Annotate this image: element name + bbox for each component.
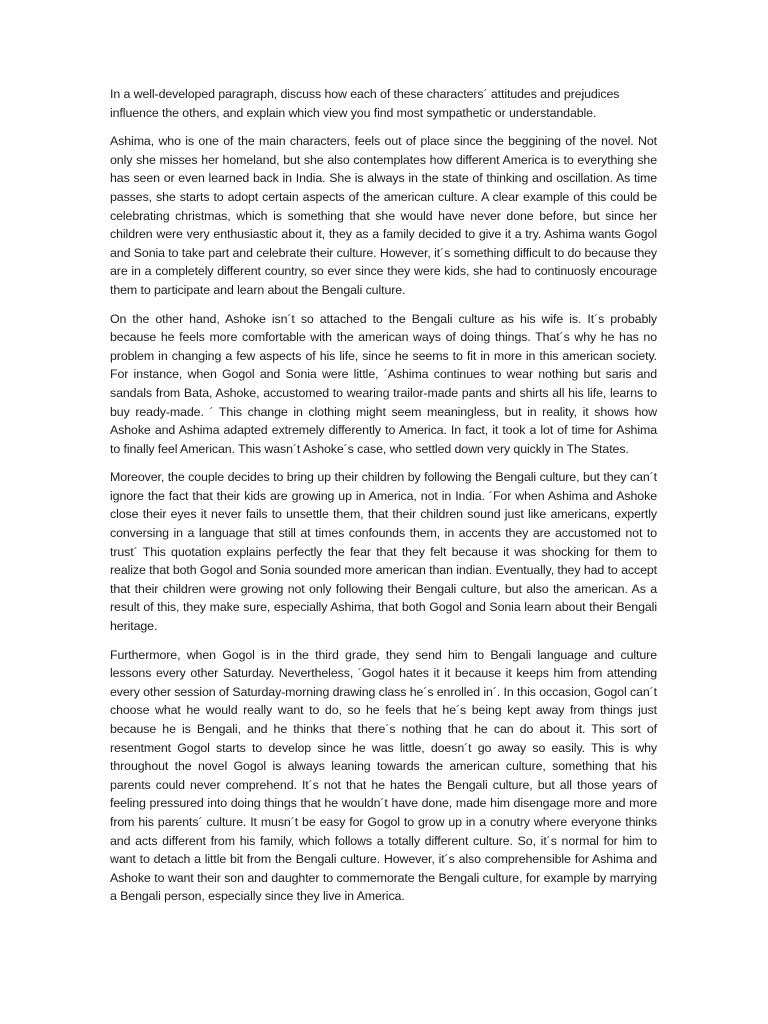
essay-paragraph-children: Moreover, the couple decides to bring up their children by following the Bengali culture, but they can´t ignore the fact that their kids are growing up in America, not in India. ´For when Ashima and Ashoke close their eyes it never fails to unsettle them, that their children sound just like americans, expertly conversing in a language that still at times confounds them, in accents they are accustomed not to trust´ This quotation explains perfectly the fear that they felt because it was shocking for them to realize that both Gogol and Sonia sounded more american than indian. Eventually, they had to accept that their children were growing not only following their Bengali culture, but also the american. As a result of this, they make sure, especially Ashima, that both Gogol and Sonia learn about their Bengali heritage. xyxy=(110,470,657,634)
document-body xyxy=(110,85,657,916)
essay-paragraph-ashima: Ashima, who is one of the main characters, feels out of place since the beggining of the novel. Not only she misses her homeland, but she also contemplates how different America is to everything she has seen or even learned back in India. She is always in the state of thinking and oscillation. As time passes, she starts to adopt certain aspects of the american culture. A clear example of this could be celebrating christmas, which is something that she would have never done before, but since her children were very enthusiastic about it, they as a family decided to give it a try. Ashima wants Gogol and Sonia to take part and celebrate their culture. However, it´s something difficult to do because they are in a completely different country, so ever since they were kids, she had to continuosly encourage them to participate and learn about the Bengali culture. xyxy=(110,134,657,297)
essay-paragraph-ashoke: On the other hand, Ashoke isn´t so attached to the Bengali culture as his wife is. It´s probably because he feels more comfortable with the american ways of doing things. That´s why he has no problem in changing a few aspects of his life, since he seems to fit in more in this american society. For instance, when Gogol and Sonia were little, ´Ashima continues to wear nothing but saris and sandals from Bata, Ashoke, accustomed to wearing trailor-made pants and shirts all his life, learns to buy ready-made. ´ This change in clothing might seem meaningless, but in reality, it shows how Ashoke and Ashima adapted extremely differently to America. In fact, it took a lot of time for Ashima to finally feel American. This wasn´t Ashoke´s case, who settled down very quickly in The States. xyxy=(110,311,657,456)
essay-paragraph-gogol: Furthermore, when Gogol is in the third grade, they send him to Bengali language and culture lessons every other Saturday. Nevertheless, ´Gogol hates it it because it keeps him from attending every other session of Saturday-morning drawing class he´s enrolled in´. In this occasion, Gogol can´t choose what he would really want to do, so he feels that he´s being kept away from things just because he is Bengali, and he thinks that there´s nothing that he can do about it. This sort of resentment Gogol starts to develop since he was little, doesn´t go away so easily. This is why throughout the novel Gogol is always leaning towards the american culture, something that his parents could never comprehend. It´s not that he hates the Bengali culture, but all those years of feeling pressured into doing things that he wouldn´t have done, made him disengage more and more from his parents´ culture. It musn´t be easy for Gogol to grow up in a conutry where everyone thinks and acts different from his family, which follows a totally different culture. So, it´s normal for him to want to detach a little bit from the Bengali culture. However, it´s also comprehensible for Ashima and Ashoke to want their son and daughter to commemorate the Bengali culture, for example by marrying a Bengali person, especially since they live in America. xyxy=(110,647,657,904)
essay-prompt: In a well-developed paragraph, discuss how each of these characters´ attitudes and prejudices influence the others, and explain which view you find most sympathetic or understandable. xyxy=(110,87,620,120)
